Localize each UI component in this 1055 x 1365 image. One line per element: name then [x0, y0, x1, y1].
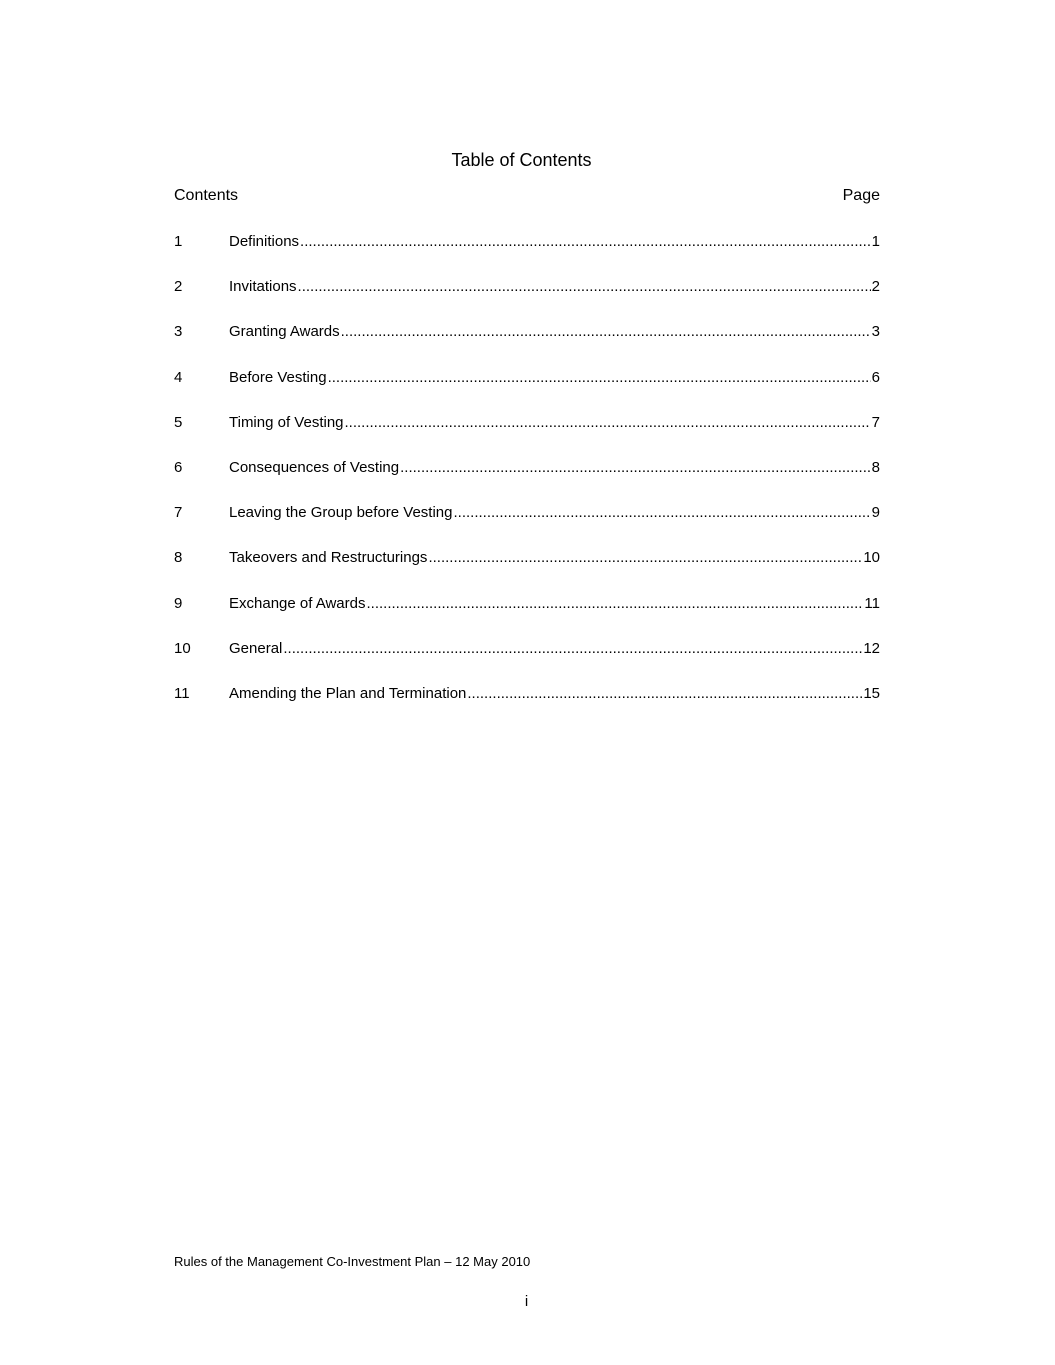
toc-entry-number: 2	[174, 278, 183, 296]
toc-title: Table of Contents	[451, 150, 592, 170]
toc-entry-line	[229, 368, 880, 388]
contents-column-label: Contents	[174, 187, 239, 204]
toc-entry-number: 3	[174, 323, 183, 341]
toc-list	[174, 232, 880, 729]
toc-entry-number: 9	[174, 594, 183, 612]
toc-entry-number: 8	[174, 549, 183, 567]
toc-entry-title: Leaving the Group before Vesting	[229, 504, 453, 522]
document-footer: Rules of the Management Co-Investment Plan – 12 May 2010	[174, 1254, 531, 1269]
toc-entry-line	[229, 503, 880, 523]
toc-entry-title: Exchange of Awards	[229, 594, 366, 612]
toc-entry-line	[229, 458, 880, 478]
toc-entry-page: 12	[863, 639, 880, 657]
page-column-label: Page	[842, 187, 880, 204]
toc-entry-number: 4	[174, 368, 183, 386]
toc-entry-line	[229, 639, 880, 659]
toc-entry-page: 10	[863, 549, 880, 567]
dot-leader	[341, 322, 871, 342]
toc-entry-9[interactable]	[174, 594, 880, 639]
toc-entry-line	[229, 322, 880, 342]
dot-leader	[366, 594, 863, 614]
toc-entry-line	[229, 277, 880, 297]
toc-entry-1[interactable]	[174, 232, 880, 277]
toc-entry-title: Definitions	[229, 233, 300, 250]
toc-entry-line	[229, 413, 880, 433]
toc-entry-2[interactable]	[174, 277, 880, 322]
toc-entry-number: 6	[174, 458, 183, 476]
toc-entry-title: Timing of Vesting	[229, 413, 344, 431]
dot-leader	[298, 277, 871, 297]
toc-entry-title: Before Vesting	[229, 368, 327, 386]
toc-entry-line	[229, 594, 880, 614]
dot-leader	[283, 639, 862, 659]
toc-entry-3[interactable]	[174, 322, 880, 367]
toc-entry-title: Granting Awards	[229, 323, 340, 341]
dot-leader	[300, 232, 871, 252]
toc-entry-page: 11	[864, 594, 880, 612]
toc-entry-page: 8	[871, 458, 880, 476]
dot-leader	[328, 368, 871, 388]
toc-entry-page: 9	[871, 504, 880, 522]
toc-entry-number: 11	[174, 684, 190, 702]
toc-entry-4[interactable]	[174, 368, 880, 413]
toc-entry-title: Takeovers and Restructurings	[229, 549, 428, 567]
toc-entry-title: General	[229, 639, 283, 657]
toc-entry-page: 7	[871, 413, 880, 431]
toc-entry-page: 2	[871, 278, 880, 296]
toc-entry-5[interactable]	[174, 413, 880, 458]
toc-entry-line	[229, 232, 880, 252]
dot-leader	[428, 548, 862, 568]
toc-entry-number: 10	[174, 639, 191, 657]
toc-entry-line	[229, 548, 880, 568]
toc-entry-number: 5	[174, 413, 183, 431]
dot-leader	[454, 503, 871, 523]
toc-entry-number: 7	[174, 504, 183, 522]
toc-entry-7[interactable]	[174, 503, 880, 548]
dot-leader	[345, 413, 871, 433]
dot-leader	[467, 684, 862, 704]
dot-leader	[400, 458, 871, 478]
toc-entry-page: 1	[871, 233, 880, 250]
toc-entry-10[interactable]	[174, 639, 880, 684]
toc-entry-8[interactable]	[174, 548, 880, 593]
toc-entry-page: 6	[871, 368, 880, 386]
toc-entry-title: Invitations	[229, 278, 297, 296]
toc-entry-number: 1	[174, 233, 183, 250]
page-number: i	[524, 1293, 529, 1310]
toc-entry-11[interactable]	[174, 684, 880, 729]
toc-entry-line	[229, 684, 880, 704]
toc-entry-title: Consequences of Vesting	[229, 458, 400, 476]
toc-entry-title: Amending the Plan and Termination	[229, 684, 467, 702]
toc-entry-page: 3	[871, 323, 880, 341]
toc-entry-6[interactable]	[174, 458, 880, 503]
toc-entry-page: 15	[863, 684, 880, 702]
